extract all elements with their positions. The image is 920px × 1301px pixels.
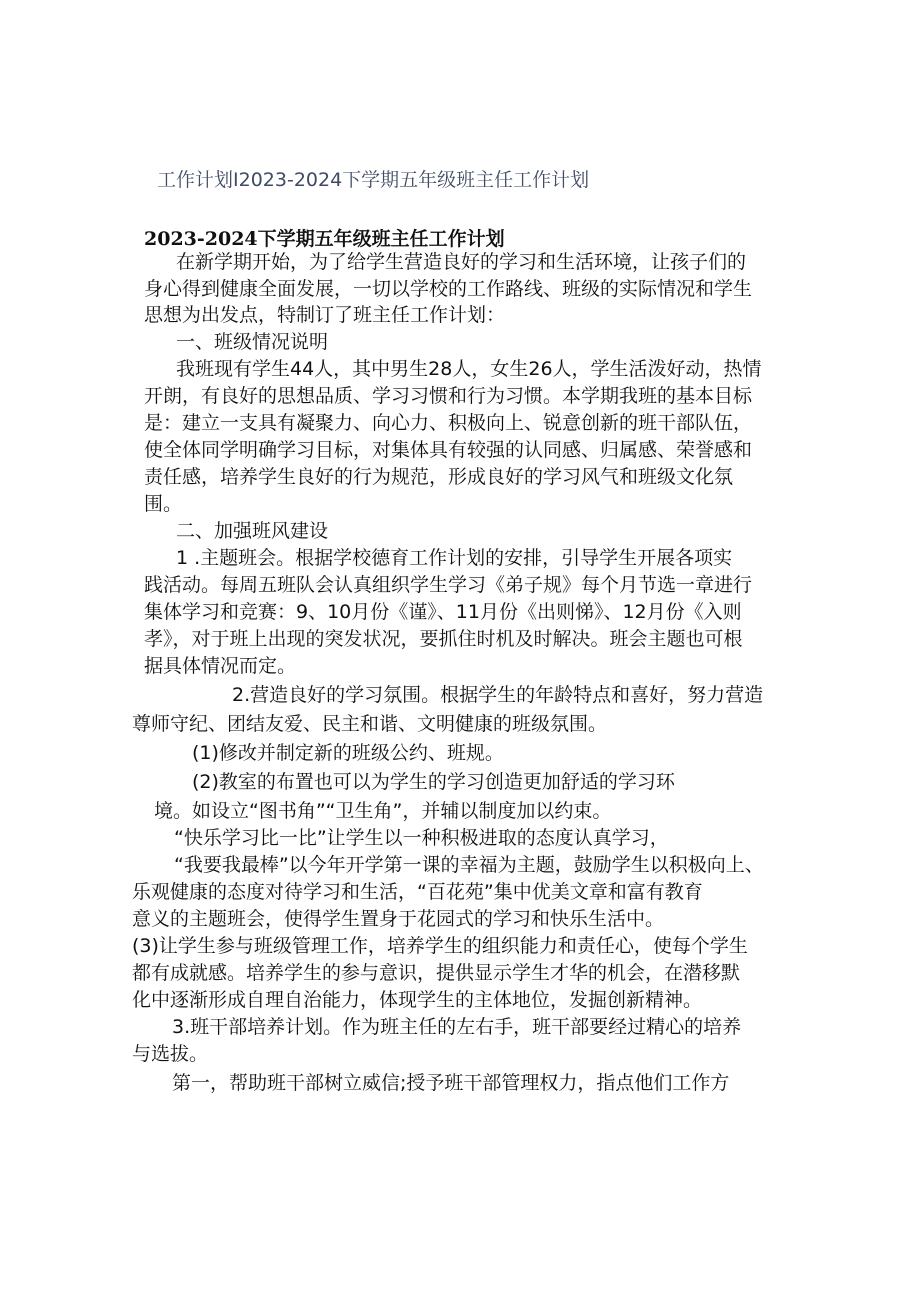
paragraph-line: 乐观健康的态度对待学习和生活，“百花苑”集中优美文章和富有教育 [132,881,703,903]
paragraph-line: 化中逐渐形成自理自治能力，体现学生的主体地位，发掘创新精神。 [132,989,703,1011]
paragraph-line: 第一，帮助班干部树立威信;授予班干部管理权力，指点他们工作方 [172,1072,730,1094]
paragraph-line: 身心得到健康全面发展，一切以学校的工作路线、班级的实际情况和学生 [144,278,753,300]
list-item: (2)教室的布置也可以为学生的学习创造更加舒适的学习环 [192,771,675,793]
paragraph-line: “快乐学习比一比”让学生以一种积极进取的态度认真学习， [174,827,669,849]
paragraph-line: 我班现有学生44人，其中男生28人，女生26人，学生活泼好动，热情 [176,358,762,380]
paragraph-line: 是：建立一支具有凝聚力、向心力、积极向上、锐意创新的班干部队伍， [144,412,753,434]
paragraph-line: 意义的主题班会，使得学生置身于花园式的学习和快乐生活中。 [132,908,665,930]
paragraph-line: 集体学习和竞赛：9、10月份《谨》、11月份《出则悌》、12月份《入则 [144,601,742,623]
paragraph-line: 3.班干部培养计划。作为班主任的左右手，班干部要经过精心的培养 [172,1016,742,1038]
paragraph-line: 1 .主题班会。根据学校德育工作计划的安排，引导学生开展各项实 [176,547,733,569]
paragraph-line: 都有成就感。培养学生的参与意识，提供显示学生才华的机会，在潜移默 [132,962,741,984]
paragraph-line: 据具体情况而定。 [144,655,297,677]
paragraph-line: 思想为出发点，特制订了班主任工作计划： [144,304,506,326]
paragraph-line: 践活动。每周五班队会认真组织学生学习《弟子规》每个月节选一章进行 [144,574,753,596]
header-title: 工作计划I2023-2024下学期五年级班主任工作计划 [157,169,590,191]
paragraph-line: 责任感，培养学生良好的行为规范，形成良好的学习风气和班级文化氛 [144,466,734,488]
paragraph-line: 孝》，对于班上出现的突发状况，要抓住时机及时解决。班会主题也可根 [144,628,743,650]
paragraph-line: 围。 [144,493,183,515]
list-item: (3)让学生参与班级管理工作，培养学生的组织能力和责任心，使每个学生 [132,935,748,957]
document-title: 2023-2024下学期五年级班主任工作计划 [144,228,505,250]
paragraph-line: 境。如设立“图书角”“卫生角”，并辅以制度加以约束。 [154,800,612,822]
paragraph-line: 与选拔。 [132,1043,209,1065]
section-heading: 二、加强班风建设 [176,520,329,542]
paragraph-line: 在新学期开始，为了给学生营造良好的学习和生活环境，让孩子们的 [176,251,747,273]
paragraph-line: 开朗，有良好的思想品质、学习习惯和行为习惯。本学期我班的基本目标 [144,385,753,407]
paragraph-line: 尊师守纪、团结友爱、民主和谐、文明健康的班级氛围。 [132,713,608,735]
list-item: (1)修改并制定新的班级公约、班规。 [192,742,504,764]
paragraph-line: 使全体同学明确学习目标，对集体具有较强的认同感、归属感、荣誉感和 [144,439,753,461]
section-heading: 一、班级情况说明 [176,331,329,353]
paragraph-line: 2.营造良好的学习氛围。根据学生的年龄特点和喜好，努力营造 [232,684,764,706]
paragraph-line: “我要我最棒”以今年开学第一课的幸福为主题，鼓励学生以积极向上、 [174,854,764,876]
